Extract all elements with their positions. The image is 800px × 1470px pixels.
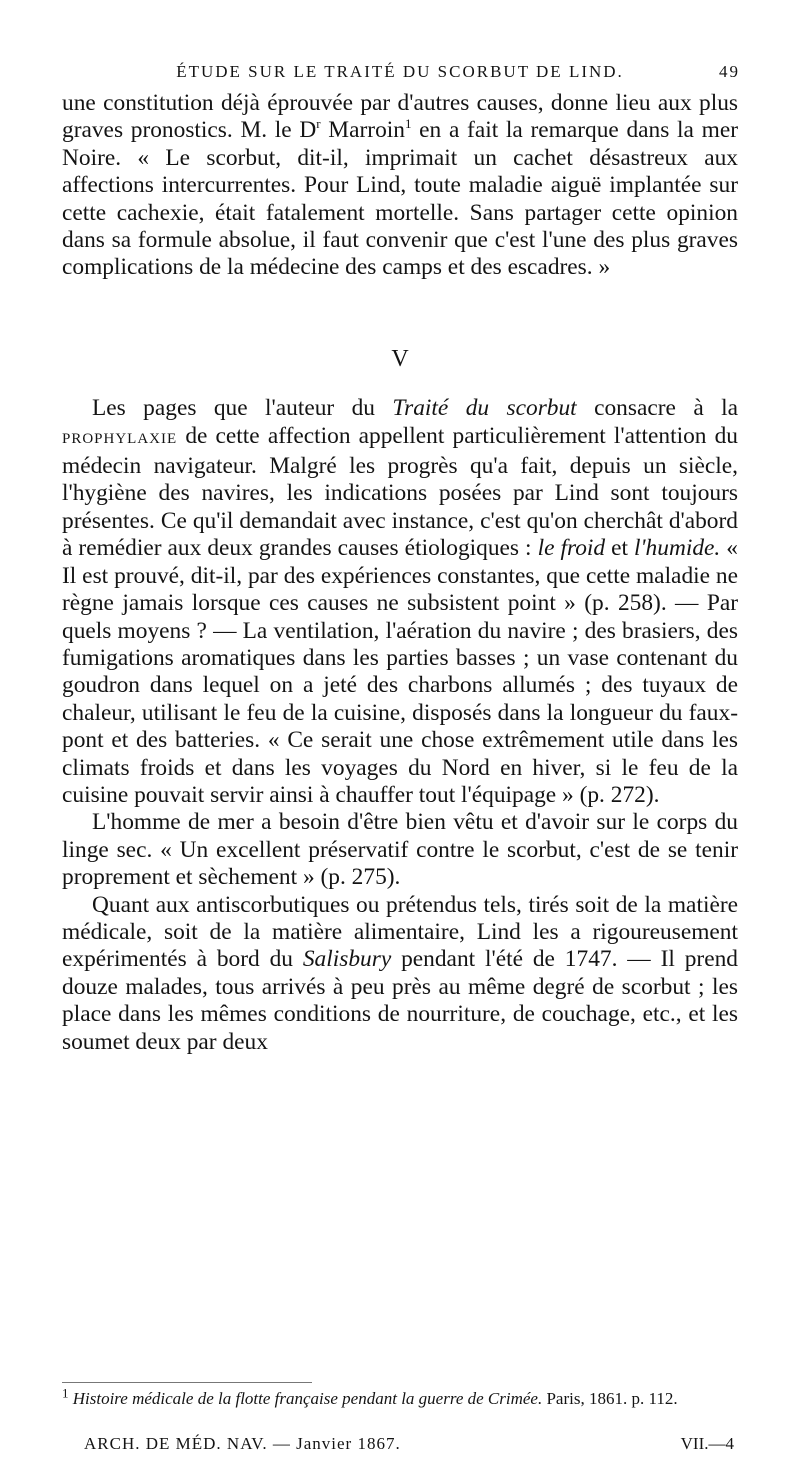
footnote-rule	[62, 1382, 312, 1383]
body-text	[62, 90, 738, 1056]
footnote	[62, 1385, 738, 1409]
running-header	[60, 62, 740, 86]
para2-text-d: et	[605, 535, 635, 562]
treatise-title: Traité du scorbut	[392, 395, 577, 422]
paragraph-1	[62, 90, 738, 282]
signature-line	[62, 1434, 738, 1456]
para2-text-c: de cette affection appellent particulièrement l'attention du médecin navigateur. Malgré les progrès qu'a fait, depuis un siècle, l'hygiène des navires, les indications posées par Lind sont toujours présentes. Ce qu'il demandait avec instance, c'est qu'on cherchât d'abord à remédier aux deux grandes causes étiologiques :	[62, 422, 738, 562]
italic-humid: l'humide.	[634, 535, 721, 562]
para1-text-c: en a fait la remarque dans la mer Noire. « Le scorbut, dit-il, imprimait un cachet désastreux aux affections intercurrentes. Pour Lind, toute maladie aiguë implantée sur cette cachexie, était fatalement mortelle. Sans partager cette opinion dans sa formule absolue, il faut convenir que c'est l'une des plus graves complications de la médecine des camps et des escadres. »	[62, 117, 738, 281]
journal-signature: ARCH. DE MÉD. NAV. — Janvier 1867.	[84, 1434, 401, 1453]
gathering-mark: VII.—4	[680, 1434, 734, 1453]
ship-name: Salisbury	[302, 946, 392, 973]
italic-cold: le froid	[537, 535, 606, 562]
footnote-marker: 1	[62, 1385, 69, 1401]
para2-text-e: « Il est prouvé, dit-il, par des expériences constantes, que cette maladie ne règne jamais lorsque ces causes ne subsistent point » (p. 258). — Par quels moyens ? — La ventilation, l'aération du navire ; des brasiers, des fumigations aromatiques dans les parties basses ; un vase contenant du goudron dans lequel on a jeté des charbons allumés ; des tuyaux de chaleur, utilisant le feu de la cuisine, disposés dans la longueur du faux-pont et des batteries. « Ce serait une chose extrêmement utile dans les climats froids et dans les voyages du Nord en hiver, si le feu de la cuisine pouvait servir ainsi à chauffer tout l'équipage » (p. 272).	[62, 535, 738, 808]
section-heading: V	[391, 345, 409, 372]
para2-text-a: Les pages que l'auteur du	[92, 395, 393, 422]
footnote-title: Histoire médicale de la flotte française pendant la guerre de Crimée.	[72, 1389, 543, 1408]
paragraph-4	[62, 892, 738, 1056]
running-title: ÉTUDE SUR LE TRAITÉ DU SCORBUT DE LIND.	[176, 62, 624, 81]
page-number: 49	[719, 62, 740, 81]
para1-text-a: une constitution déjà éprouvée par d'autres causes, donne lieu aux plus graves pronostics. M. le D	[62, 90, 738, 144]
prophylaxie-smallcaps: PROPHYLAXIE	[62, 430, 178, 447]
doctor-abbrev-sup: r	[316, 116, 321, 132]
footnote-plain: Paris, 1861. p. 112.	[542, 1389, 678, 1408]
paragraph-3: L'homme de mer a besoin d'être bien vêtu et d'avoir sur le corps du linge sec. « Un excellent préservatif contre le scorbut, c'est de se tenir proprement et sèchement » (p. 275).	[62, 809, 738, 891]
para2-text-b: consacre à la	[576, 395, 738, 422]
para4-text-a: Quant aux antiscorbutiques ou prétendus tels, tirés soit de la matière médicale, soit de la matière alimentaire, Lind les a rigoureusement expérimentés à bord du	[62, 891, 738, 973]
footnote-ref: 1	[404, 116, 412, 132]
paragraph-2	[62, 395, 738, 809]
para1-text-b: Marroin	[320, 117, 405, 144]
para4-text-b: pendant l'été de 1747. — Il prend douze malades, tous arrivés à peu près au même degré de scorbut ; les place dans les mêmes conditions de nourriture, de couchage, etc., et les soumet deux par deux	[62, 946, 738, 1055]
